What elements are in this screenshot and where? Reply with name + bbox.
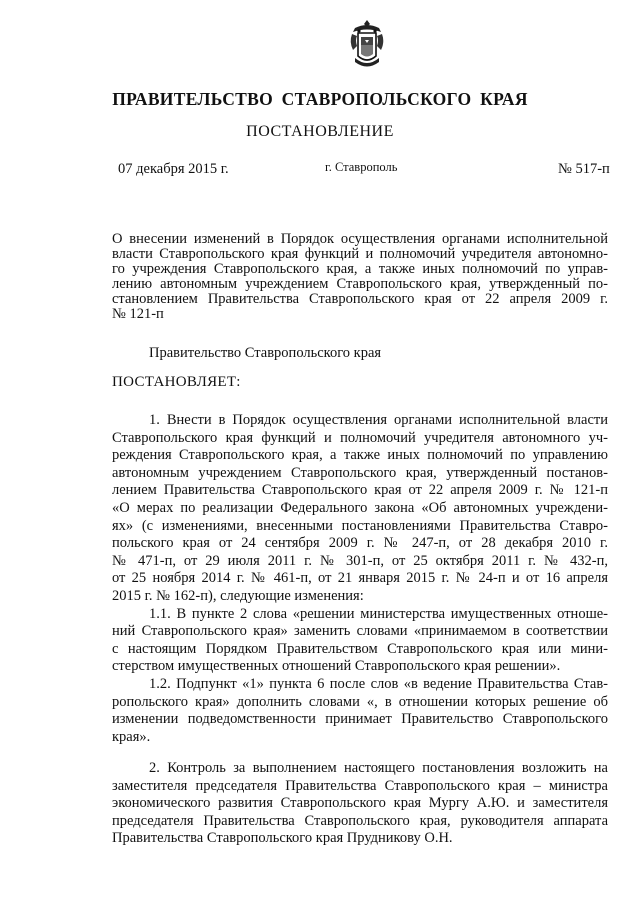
paragraph-2 bbox=[112, 760, 608, 848]
body-line: стерством имущественных отношений Ставропольского края решении». bbox=[112, 658, 561, 675]
subject-line: становлением Правительства Ставропольского края от 22 апреля 2009 г. bbox=[112, 291, 608, 307]
subject-line: власти Ставропольского края функций и полномочий учредителя автономно- bbox=[112, 246, 608, 262]
body-line: 2. Контроль за выполнением настоящего постановления возложить на bbox=[149, 760, 608, 776]
preamble-text: Правительство Ставропольского края bbox=[149, 345, 382, 361]
body-line: 1.1. В пункте 2 слова «решении министерства имущественных отноше- bbox=[149, 605, 608, 622]
body-line: лением Правительства Ставропольского края от 22 апреля 2009 г. № 121-п bbox=[112, 482, 608, 499]
body-line: от 25 ноября 2014 г. № 461-п, от 21 января 2015 г. № 24-п и от 16 апреля bbox=[112, 570, 608, 587]
resolves-heading: ПОСТАНОВЛЯЕТ: bbox=[112, 374, 241, 390]
document-number: № 517-п bbox=[558, 161, 610, 177]
body-line: реждения Ставропольского края, а также иных полномочий по управлению bbox=[112, 447, 608, 464]
document-date: 07 декабря 2015 г. bbox=[118, 161, 229, 177]
body-line: Правительства Ставропольского края Прудникову О.Н. bbox=[112, 830, 453, 847]
body-line: «О мерах по реализации Федерального закона «Об автономных учреждени- bbox=[112, 499, 608, 516]
document-type-heading: ПОСТАНОВЛЕНИЕ bbox=[246, 123, 394, 140]
coat-of-arms-emblem bbox=[347, 18, 387, 72]
subject-line: О внесении изменений в Порядок осуществления органами исполнительной bbox=[112, 231, 608, 247]
body-line: 1.2. Подпункт «1» пункта 6 после слов «в ведение Правительства Став- bbox=[149, 675, 608, 692]
document-subject bbox=[112, 232, 608, 322]
body-line: с настоящим Порядком Правительством Ставропольского края или мини- bbox=[112, 640, 608, 657]
body-line: ропольского края» дополнить словами «, в отношении которых решение об bbox=[112, 693, 608, 710]
body-line: экономического развития Ставропольского края Мургу А.Ю. и заместителя bbox=[112, 795, 608, 812]
body-line: края». bbox=[112, 728, 151, 745]
body-line: изменении подведомственности принимает Правительство Ставропольского bbox=[112, 711, 608, 728]
body-line: 2015 г. № 162-п), следующие изменения: bbox=[112, 587, 364, 604]
body-line: ях» (с изменениями, внесенными постановлениями Правительства Ставро- bbox=[112, 517, 608, 534]
body-line: польского края от 24 сентября 2009 г. № 247-п, от 28 декабря 2010 г. bbox=[112, 535, 608, 552]
subject-line: № 121-п bbox=[112, 306, 164, 322]
subject-line: лению автономным учреждением Ставропольского края, утвержденный по- bbox=[112, 276, 608, 292]
organization-title: ПРАВИТЕЛЬСТВО СТАВРОПОЛЬСКОГО КРАЯ bbox=[112, 89, 528, 109]
body-line: заместителя председателя Правительства Ставропольского края – министра bbox=[112, 777, 608, 794]
body-line: председателя Правительства Ставропольского края, руководителя аппарата bbox=[112, 812, 608, 829]
document-city: г. Ставрополь bbox=[325, 160, 398, 174]
body-line: автономным учреждением Ставропольского края, утвержденный постанов- bbox=[112, 464, 608, 481]
body-line: Ставропольского края функций и полномочий учредителя автономного уч- bbox=[112, 429, 608, 446]
body-line: № 471-п, от 29 июля 2011 г. № 301-п, от 25 октября 2011 г. № 432-п, bbox=[112, 552, 608, 569]
body-line: ний Ставропольского края» заменить словами «принимаемом в соответствии bbox=[112, 623, 608, 640]
body-line: 1. Внести в Порядок осуществления органами исполнительной власти bbox=[149, 412, 608, 428]
subject-line: го учреждения Ставропольского края, а также иных полномочий по управ- bbox=[112, 261, 608, 277]
paragraph-1 bbox=[112, 412, 608, 746]
